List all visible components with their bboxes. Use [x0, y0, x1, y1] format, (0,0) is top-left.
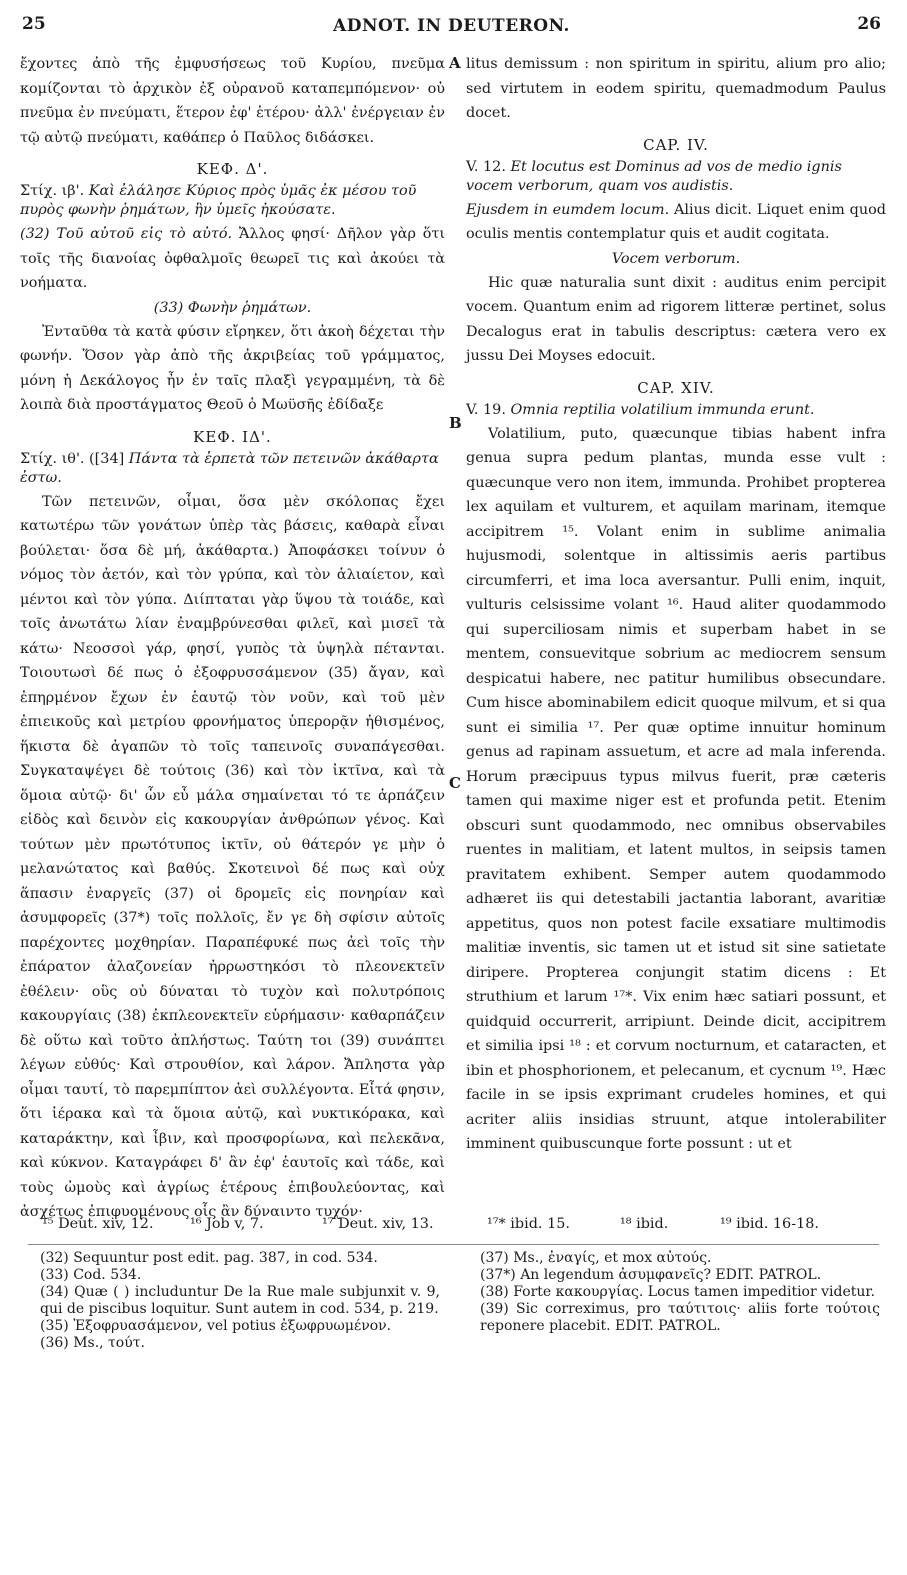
footnote: (37*) An legendum ἀσυμφανεῖς? EDIT. PATROL. [480, 1267, 822, 1283]
verse-lemma [466, 401, 886, 420]
greek-paragraph [20, 222, 445, 296]
sub-lemma: Vocem verborum. [611, 250, 741, 267]
margin-marker-a: A [449, 54, 461, 72]
running-title: ADNOT. IN DEUTERON. [333, 16, 570, 36]
latin-column [466, 52, 886, 1157]
scripture-ref: ¹⁷* ibid. 15. [487, 1216, 570, 1232]
margin-marker-c: C [449, 774, 461, 792]
greek-paragraph: Τῶν πετεινῶν, οἶμαι, ὅσα μὲν σκόλοπας ἔχει κατωτέρω τῶν γονάτων ὑπὲρ τὰς βάσεις, καθαρὰ εἶναι βούλεται· ὅσα δὲ μή, ἀκάθαρτα.) Ἀποφάσκει τοίνυν ὁ νόμος τὸν ἀετόν, καὶ τὸν γρύπα, καὶ τὸν ἁλιαίετον, καὶ μέντοι καὶ τὸν γύπα. Διίπταται γὰρ ὕψου τὰ τοιάδε, καὶ τοῖς ἀνωτάτω λίαν ἐναμβρύνεσθαι φιλεῖ, καὶ μισεῖ τὰ κάτω· Νεοσσοὶ γάρ, φησί, γυπὸς τὰ ὑψηλὰ πέτανται. Τοιουτωσὶ δέ πως ὁ ἐξοφρυσσάμενον (35) ἄγαν, καὶ ἐπηρμένον ἔχων ἐν ἑαυτῷ τὸν νοῦν, καὶ τοῦ μὲν ἐπιεικοῦς καὶ μετρίου φρονήματος ὑπερορᾷν ἠθισμένος, ἥκιστα δὲ ἀγαπῶν τὸ τοῖς ταπεινοῖς συναπάγεσθαι. Συγκαταψέγει δὲ τούτοις (36) καὶ τὸν ἰκτῖνα, καὶ τὰ ὅμοια αὐτῷ· δι' ὧν εὖ μάλα σημαίνεται τό τε ἁρπάζειν εἰδὸς καὶ δεινὸν εἰς κακουργίαν ἀνθρώπων γένος. Καὶ τούτων μὲν πρωτότυπος ἰκτῖν, οὐ θάτερόν γε μὴν ὁ μελανώτατος καὶ βαθύς. Σκοτεινοὶ δέ πως καὶ οὐχ ἅπασιν ἐναργεῖς (37) οἱ δρομεῖς εἰς πονηρίαν καὶ ἀσυμφορεῖς (37*) τοῖς πολλοῖς, ἔν γε δὴ σφίσιν αὐτοῖς παρέχοντες μοχθηρίαν. Παραπέφυκέ πως ἀεὶ τοῖς τὴν ἐπάρατον ἀλαζονείαν ἠρρωστηκόσι τὸ πλεονεκτεῖν ἐθέλειν· οὓς οὐ δύναται τὸ τυχὸν καὶ πολυτρόποις κακουργίαις (38) ἐκπλεονεκτεῖν εὑρήμασιν· καθαρπάζειν δὲ οὕτω καὶ τοῦτο ἀπλήστως. Ταύτη τοι (39) συνάπτει λέγων εὐθύς· Καὶ στρουθίον, καὶ λάρον. Ἄπληστα γὰρ οἶμαι ταυτί, τὸ παρεμπίπτον ἀεὶ συλλέγοντα. Εἶτά φησιν, ὅτι ἱέρακα καὶ τὰ ὅμοια αὐτῷ, καὶ νυκτικόρακα, καὶ καταράκτην, καὶ ἶβιν, καὶ προσφορίωνα, καὶ πελεκᾶνα, καὶ κύκνον. Καταγράφει δ' ἂν ἐφ' ἑαυτοῖς καὶ τάδε, καὶ τοὺς ὠμοὺς καὶ ἀγρίως ἑτέρους ἐπιβουλεύοντας, καὶ ἀσχέτως ἐπιφυομένους οἷς ἂν δύναιντο τυχόν· [20, 493, 445, 1220]
footnote: (39) Sic correximus, pro ταύτιτοις· aliis forte τούτοις reponere placebit. EDIT. PATROL. [480, 1301, 880, 1334]
greek-paragraph: Ἐνταῦθα τὰ κατὰ φύσιν εἴρηκεν, ὅτι ἀκοὴ δέχεται τὴν φωνήν. Ὅσον γὰρ ἀπὸ τῆς ἀκριβείας τοῦ γράμματος, μόνη ἡ Δεκάλογος ἦν ἐν ταῖς πλαξὶ γεγραμμένη, τὰ δὲ λοιπὰ διὰ προστάγματος Θεοῦ ὁ Μωϋσῆς ἐδίδαξε [20, 323, 445, 413]
verse-ref: Στίχ. ιβ'. [20, 183, 85, 199]
footnotes-right [480, 1250, 880, 1335]
footnotes-left [40, 1250, 440, 1352]
footnote: (37) Ms., ἐναγίς, et mox αὐτούς. [480, 1250, 712, 1266]
paragraph-text: Ἄλλος φησί· Δῆλον γὰρ ὅτι τοῖς τῆς διανοίας ὀφθαλμοῖς θεωρεῖ τις καὶ ἀκούει τὰ νοήματα. [20, 226, 445, 291]
scripture-ref: ¹⁹ ibid. 16-18. [720, 1216, 819, 1232]
chapter-heading: ΚΕΦ. ΙΔ'. [193, 427, 272, 446]
page-number-right: 26 [857, 14, 881, 34]
scripture-ref: ¹⁶ Job v, 7. [190, 1216, 264, 1232]
scripture-ref: ¹⁵ Deut. xiv, 12. [42, 1216, 154, 1232]
latin-paragraph: Hic quæ naturalia sunt dixit : auditus enim percipit vocem. Quantum enim ad rigorem litteræ pertinet, solus Decalogus erat in tabulis descriptus: cætera vero ex jussu Dei Moyses edocuit. [466, 274, 886, 364]
chapter-heading: ΚΕΦ. Δ'. [196, 160, 269, 178]
greek-paragraph: ἔχοντες ἀπὸ τῆς ἐμφυσήσεως τοῦ Κυρίου, πνεῦμα κομίζονται τὸ ἀρχικὸν ἐξ οὐρανοῦ καταπεμπόμενον· οὐ πνεῦμα ἐν πνεύματι, ἕτερον ἐφ' ἑτέρου· ἀλλ' ἐνέργειαν ἐν τῷ αὐτῷ πνεύματι, καθάπερ ὁ Παῦλος διδάσκει. [20, 56, 445, 146]
verse-text: Καὶ ἐλάλησε Κύριος πρὸς ὑμᾶς ἐκ μέσου τοῦ πυρὸς φωνὴν ῥημάτων, ἣν ὑμεῖς ἠκούσατε. [20, 183, 417, 218]
latin-paragraph: litus demissum : non spiritum in spiritu, alium pro alio; sed virtutem in eodem spiritu, quemadmodum Paulus docet. [466, 56, 886, 121]
verse-ref: V. 12. [466, 158, 506, 175]
greek-column [20, 52, 445, 1225]
footnote: (38) Forte κακουργίας. Locus tamen impeditior videtur. [480, 1284, 876, 1300]
verse-text: Et locutus est Dominus ad vos de medio ignis vocem verborum, quam vos audistis. [466, 158, 842, 194]
verse-ref: Στίχ. ιθ'. ([34] [20, 450, 125, 467]
page-number-left: 25 [22, 14, 46, 34]
chapter-heading: CAP. XIV. [637, 378, 715, 397]
footnote: (36) Ms., τούτ. [40, 1335, 145, 1351]
footnote: (32) Sequuntur post edit. pag. 387, in cod. 534. [40, 1250, 378, 1266]
verse-text: Omnia reptilia volatilium immunda erunt. [510, 401, 815, 418]
margin-marker-b: B [449, 414, 462, 432]
verse-lemma [20, 450, 445, 488]
footnote: (33) Cod. 534. [40, 1267, 142, 1283]
scripture-ref: ¹⁷ Deut. xiv, 13. [322, 1216, 434, 1232]
lemma-heading: Ejusdem in eumdem locum. [466, 201, 670, 218]
latin-paragraph: Volatilium, puto, quæcunque tibias habent infra genua supra pedum plantas, munda esse vult : quæcunque vero non item, immunda. Prohibet propterea lex aquilam et vulturem, et aquilam marinam, itemque accipitrem ¹⁵. Volant enim in sublime animalia hujusmodi, solentque in altissimis aeris partibus circumferri, et ima loca aversantur. Pulli enim, inquit, vulturis celsissime volant ¹⁶. Haud aliter quodammodo qui superciliosam nimis et superbam habet in se mentem, consuevitque sobrium ac mediocrem sensum despicatui habere, nec patitur humilibus obsecundare. Cum hisce abominabilem edicit quoque milvum, et si qua sunt ei similia ¹⁷. Per quæ optime innuitur hominum genus ad rapinam assuetum, et acre ad mala inferenda. Horum præcipuus typus milvus fuerit, præ cæteris tamen qui maxime niger est et profunda petit. Etenim obscuri sunt quodammodo, nec omnibus observabiles ruentes in malitiam, et latent multos, in seipsis tamen pravitatem exhibent. Semper autem quodammodo adhæret iis qui detestabili jactantia laborant, avaritiæ appetitus, quos non potest facile exsatiare multimodis malitiæ inventis, sic tamen ut et istud sit sine satietate diripere. Propterea conjungit statim dicens : Et struthium et larum ¹⁷*. Vix enim hæc satiari possunt, et quidquid occurrerit, arripiunt. Deinde dicit, accipitrem et similia ipsi ¹⁸ : et corvum nocturnum, et cataracten, et ibin et phosphorionem, et pelecanum, et cycnum ¹⁹. Hæc facile in se ipsis exprimant crudeles homines, et qui acriter aliis insidias struunt, atque intolerabiliter imminent quibuscunque forte possunt : ut et [466, 425, 886, 1152]
lemma-heading: (32) Τοῦ αὐτοῦ εἰς τὸ αὐτό. [20, 226, 233, 242]
paragraph-text: Alius dicit. Liquet enim quod oculis mentis contemplatur quis et audit cogitata. [466, 201, 886, 242]
verse-lemma [466, 158, 886, 196]
latin-paragraph [466, 198, 886, 247]
verse-text: Πάντα τὰ ἑρπετὰ τῶν πετεινῶν ἀκάθαρτα ἐστω. [20, 450, 439, 486]
verse-ref: V. 19. [466, 401, 506, 418]
footnote: (34) Quæ ( ) includuntur De la Rue male subjunxit v. 9, qui de piscibus loquitur. Sunt autem in cod. 534, p. 219. [40, 1284, 440, 1317]
verse-lemma [20, 182, 445, 220]
sub-lemma: (33) Φωνὴν ῥημάτων. [153, 299, 312, 316]
scripture-ref: ¹⁸ ibid. [620, 1216, 669, 1232]
footnote-divider [28, 1244, 879, 1245]
footnote: (35) Ἐξοφρυασάμενον, vel potius ἐξωφρυωμένον. [40, 1318, 392, 1334]
chapter-heading: CAP. IV. [643, 135, 709, 154]
scripture-references [42, 1216, 867, 1238]
page-header [18, 14, 885, 40]
